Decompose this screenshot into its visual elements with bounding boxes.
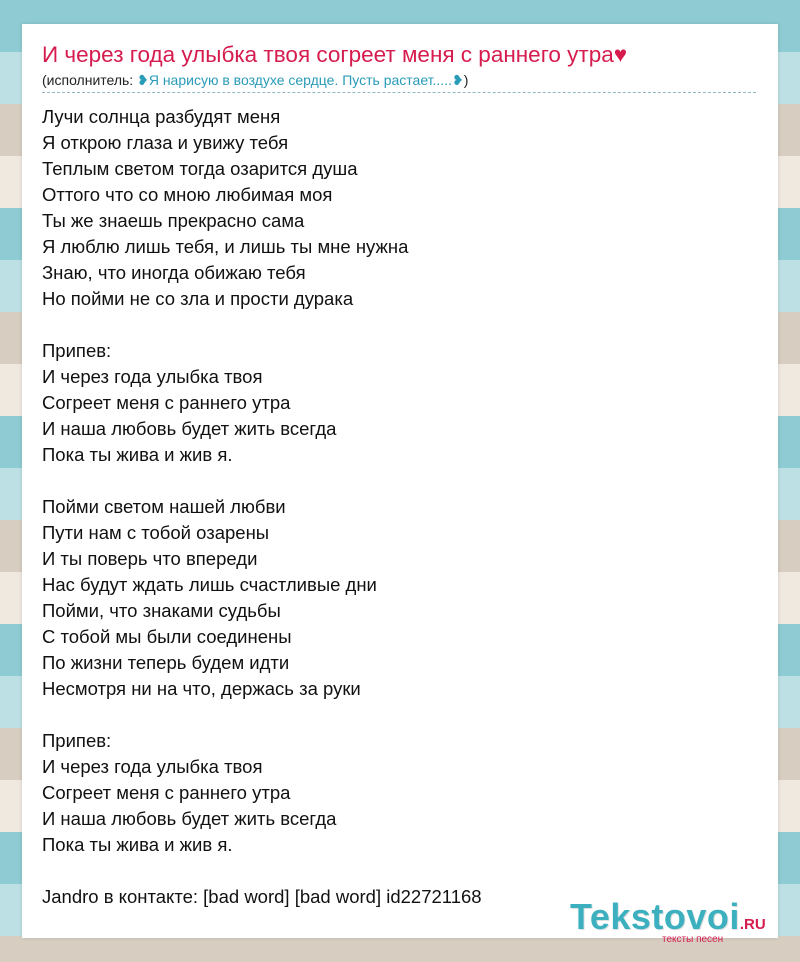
- lyrics-credit: Jandro в контакте: [bad word] [bad word] id22721168: [42, 886, 482, 907]
- artist-prefix: (исполнитель:: [42, 72, 138, 88]
- artist-line: [42, 72, 756, 93]
- artist-link[interactable]: ❥Я нарисую в воздухе сердце. Пусть растает.....❥: [137, 72, 464, 88]
- site-logo[interactable]: [570, 896, 766, 945]
- logo-tagline: тексты песен: [662, 934, 724, 945]
- artist-suffix: ): [463, 72, 469, 88]
- logo-main-text: Tekstovoi: [570, 896, 740, 937]
- song-title: И через года улыбка твоя согреет меня с раннего утра♥: [42, 42, 628, 67]
- lyrics-card: [22, 24, 778, 945]
- logo-tld: .RU: [739, 916, 766, 933]
- lyrics-text: Лучи солнца разбудят меня Я открою глаза и увижу тебя Теплым светом тогда озарится душа Оттого что со мною любимая моя Ты же знаешь прекрасно сама Я люблю лишь тебя, и лишь ты мне нужна Знаю, что иногда обижаю тебя Но пойми не со зла и прости дурака Припев: И через года улыбка твоя Согреет меня с раннего утра И наша любовь будет жить всегда Пока ты жива и жив я. Пойми светом нашей любви Пути нам с тобой озарены И ты поверь что впереди Нас будут ждать лишь счастливые дни Пойми, что знаками судьбы С тобой мы были соединены По жизни теперь будем идти Несмотря ни на что, держась за руки Припев: И через года улыбка твоя Согреет меня с раннего утра И наша любовь будет жить всегда Пока ты жива и жив я.: [42, 106, 409, 855]
